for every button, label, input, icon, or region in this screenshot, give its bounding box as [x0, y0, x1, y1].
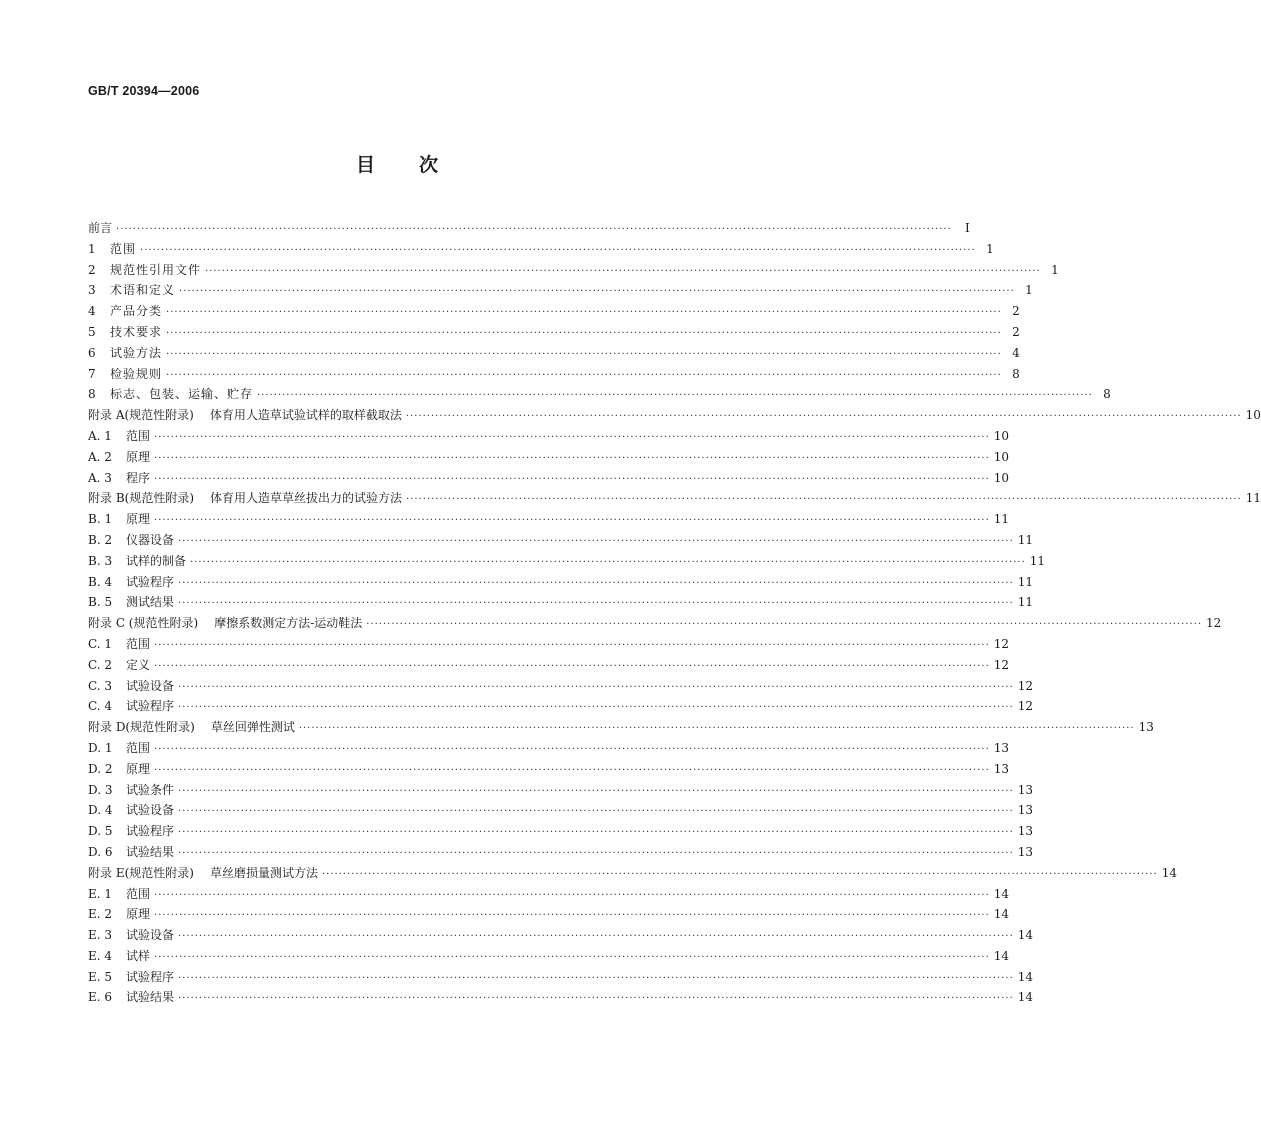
- dot-leader: ········································································································································································································: [178, 827, 1014, 839]
- toc-entry[interactable]: [88, 239, 994, 260]
- toc-entry[interactable]: [88, 821, 1034, 842]
- toc-entry-title: 试验方法: [110, 345, 163, 360]
- toc-entry[interactable]: [88, 967, 1034, 988]
- toc-entry-title: 检验规则: [110, 366, 163, 381]
- toc-entry-page: 11: [1029, 553, 1046, 568]
- dot-leader: ········································································································································································································: [179, 286, 1015, 298]
- dot-leader: ········································································································································································································: [190, 556, 1026, 568]
- dot-leader: ········································································································································································································: [154, 764, 990, 776]
- dot-leader: ········································································································································································································: [154, 639, 990, 651]
- toc-entry[interactable]: [88, 364, 1020, 385]
- toc-entry[interactable]: [88, 780, 1034, 801]
- toc-entry-title: 试验程序: [126, 824, 175, 839]
- toc-entry-number: E. 4: [88, 948, 113, 963]
- toc-entry-title: 摩擦系数测定方法-运动鞋法: [214, 616, 363, 631]
- toc-entry-number: C. 4: [88, 699, 113, 714]
- toc-entry-title: 原理: [126, 761, 151, 776]
- toc-entry-title: 体育用人造草试验试样的取样截取法: [209, 408, 402, 423]
- dot-leader: ········································································································································································································: [178, 993, 1014, 1005]
- toc-entry-page: 11: [993, 512, 1010, 527]
- toc-entry[interactable]: [88, 759, 1010, 780]
- dot-leader: ········································································································································································································: [257, 390, 1093, 402]
- toc-entry-title: 试验设备: [126, 803, 175, 818]
- toc-entry-title: 原理: [126, 907, 151, 922]
- table-of-contents: [88, 218, 1261, 1008]
- toc-entry[interactable]: [88, 946, 1010, 967]
- toc-entry-page: 12: [1017, 678, 1034, 693]
- toc-entry-number: 6: [88, 345, 96, 360]
- toc-entry-number: B. 1: [88, 512, 113, 527]
- dot-leader: ········································································································································································································: [298, 723, 1135, 735]
- toc-entry-number: 附录 C (规范性附录): [88, 616, 199, 631]
- dot-leader: ········································································································································································································: [178, 847, 1014, 859]
- toc-entry-page: 13: [993, 761, 1010, 776]
- toc-entry-page: 8: [1012, 366, 1020, 381]
- toc-entry-title: 标志、包装、运输、贮存: [110, 387, 254, 402]
- dot-leader: ········································································································································································································: [154, 951, 990, 963]
- toc-entry-number: A. 3: [88, 470, 112, 485]
- toc-entry-title: 试验结果: [126, 990, 175, 1005]
- toc-entry[interactable]: [88, 800, 1034, 821]
- toc-entry-number: A. 1: [88, 428, 112, 443]
- dot-leader: ········································································································································································································: [166, 348, 1002, 360]
- toc-entry-page: 11: [1017, 532, 1034, 547]
- toc-entry[interactable]: [88, 301, 1020, 322]
- toc-entry-title: 试样: [126, 948, 151, 963]
- toc-entry[interactable]: [88, 343, 1020, 364]
- toc-entry-page: 13: [1017, 824, 1034, 839]
- toc-entry-title: 范围: [126, 886, 151, 901]
- toc-entry-title: 仪器设备: [126, 532, 175, 547]
- toc-entry-number: C. 1: [88, 636, 113, 651]
- toc-entry-title: 试样的制备: [126, 553, 187, 568]
- toc-entry-page: 10: [993, 470, 1010, 485]
- toc-entry-number: D. 5: [88, 824, 113, 839]
- toc-entry-number: 附录 D(规范性附录): [88, 720, 195, 735]
- toc-entry-number: 3: [88, 283, 96, 298]
- toc-entry-title: 范围: [110, 241, 137, 256]
- toc-entry-number: D. 2: [88, 761, 113, 776]
- toc-entry-number: B. 5: [88, 595, 113, 610]
- toc-entry-page: 14: [1017, 990, 1034, 1005]
- toc-entry-page: 12: [993, 657, 1010, 672]
- toc-entry-number: D. 6: [88, 844, 113, 859]
- toc-entry[interactable]: [88, 738, 1010, 759]
- toc-entry-number: C. 2: [88, 657, 113, 672]
- toc-entry[interactable]: [88, 218, 970, 239]
- dot-leader: ········································································································································································································: [154, 910, 990, 922]
- toc-entry-number: 附录 E(规范性附录): [88, 865, 194, 880]
- toc-entry[interactable]: [88, 488, 1261, 509]
- toc-entry-title: 技术要求: [110, 324, 163, 339]
- toc-entry-number: 7: [88, 366, 96, 381]
- toc-entry-number: B. 4: [88, 574, 113, 589]
- toc-entry-page: 14: [993, 886, 1010, 901]
- toc-entry-title: 规范性引用文件: [110, 262, 202, 277]
- page-title: 目次: [355, 154, 482, 176]
- toc-entry[interactable]: [88, 322, 1020, 343]
- toc-entry-number: 8: [88, 387, 96, 402]
- dot-leader: ········································································································································································································: [178, 806, 1014, 818]
- dot-leader: ········································································································································································································: [205, 265, 1041, 277]
- toc-entry-title: 试验设备: [126, 678, 175, 693]
- toc-entry-number: E. 6: [88, 990, 113, 1005]
- dot-leader: ········································································································································································································: [154, 473, 990, 485]
- toc-entry-number: 5: [88, 324, 96, 339]
- toc-entry[interactable]: [88, 655, 1010, 676]
- dot-leader: ········································································································································································································: [166, 369, 1002, 381]
- toc-entry-title: 范围: [126, 428, 151, 443]
- toc-entry-page: 13: [1017, 844, 1034, 859]
- toc-entry[interactable]: [88, 592, 1034, 613]
- toc-entry-number: B. 3: [88, 553, 113, 568]
- toc-entry-page: 2: [1012, 324, 1020, 339]
- dot-leader: ········································································································································································································: [178, 577, 1014, 589]
- toc-entry[interactable]: [88, 426, 1010, 447]
- toc-entry[interactable]: [88, 925, 1034, 946]
- toc-entry-number: 4: [88, 304, 96, 319]
- toc-entry[interactable]: [88, 717, 1154, 738]
- toc-entry-title: 定义: [126, 657, 151, 672]
- toc-entry[interactable]: [88, 634, 1010, 655]
- toc-entry-page: 12: [993, 636, 1010, 651]
- toc-entry[interactable]: [88, 551, 1046, 572]
- toc-entry-number: E. 2: [88, 907, 113, 922]
- toc-entry[interactable]: [88, 572, 1034, 593]
- toc-entry-title: 草丝回弹性测试: [210, 720, 295, 735]
- dot-leader: ········································································································································································································: [166, 327, 1002, 339]
- toc-entry-page: 13: [1138, 720, 1154, 735]
- standard-code: GB/T 20394—2006: [88, 84, 200, 98]
- toc-entry-page: 1: [1025, 283, 1033, 298]
- toc-entry-number: B. 2: [88, 532, 113, 547]
- toc-entry-number: C. 3: [88, 678, 113, 693]
- toc-entry-page: 10: [993, 428, 1010, 443]
- dot-leader: ········································································································································································································: [406, 494, 1242, 506]
- dot-leader: ········································································································································································································: [405, 411, 1242, 423]
- toc-entry-page: 14: [993, 948, 1010, 963]
- toc-entry-title: 试验结果: [126, 844, 175, 859]
- toc-entry-number: D. 3: [88, 782, 113, 797]
- toc-entry-number: E. 5: [88, 969, 113, 984]
- toc-entry[interactable]: [88, 842, 1034, 863]
- toc-entry-title: 程序: [126, 470, 151, 485]
- toc-entry-page: 8: [1103, 387, 1111, 402]
- toc-entry-page: 14: [1017, 928, 1034, 943]
- toc-entry-page: 12: [1206, 616, 1222, 631]
- toc-entry-number: A. 2: [88, 449, 112, 464]
- toc-entry[interactable]: [88, 884, 1010, 905]
- toc-entry-number: 1: [88, 241, 96, 256]
- toc-entry-title: 原理: [126, 449, 151, 464]
- toc-entry-page: 14: [1161, 865, 1177, 880]
- dot-leader: ········································································································································································································: [116, 224, 952, 235]
- toc-entry-page: 14: [993, 907, 1010, 922]
- toc-entry-page: 14: [1017, 969, 1034, 984]
- toc-entry-page: 4: [1012, 345, 1020, 360]
- toc-entry-number: D. 1: [88, 740, 113, 755]
- dot-leader: ········································································································································································································: [178, 702, 1014, 714]
- dot-leader: ········································································································································································································: [178, 535, 1014, 547]
- toc-entry-title: 试验条件: [126, 782, 175, 797]
- toc-entry-page: 10: [993, 449, 1010, 464]
- dot-leader: ········································································································································································································: [178, 681, 1014, 693]
- toc-entry-page: 13: [1017, 803, 1034, 818]
- toc-entry[interactable]: [88, 280, 1033, 301]
- toc-entry[interactable]: [88, 987, 1034, 1008]
- toc-entry[interactable]: [88, 260, 1059, 281]
- toc-entry-title: 原理: [126, 512, 151, 527]
- toc-entry-title: 前言: [88, 221, 113, 235]
- toc-entry[interactable]: [88, 863, 1177, 884]
- toc-entry-number: 附录 B(规范性附录): [88, 491, 194, 506]
- toc-entry-title: 产品分类: [110, 304, 163, 319]
- toc-entry-number: D. 4: [88, 803, 113, 818]
- toc-entry-title: 测试结果: [126, 595, 175, 610]
- toc-entry-title: 体育用人造草草丝拔出力的试验方法: [210, 491, 403, 506]
- toc-entry-number: 2: [88, 262, 96, 277]
- toc-entry[interactable]: [88, 405, 1261, 426]
- toc-entry-page: 10: [1245, 408, 1261, 423]
- toc-entry[interactable]: [88, 696, 1034, 717]
- toc-entry-title: 草丝磨损量测试方法: [209, 865, 318, 880]
- toc-entry-number: E. 1: [88, 886, 113, 901]
- toc-entry[interactable]: [88, 613, 1222, 634]
- toc-entry-title: 试验程序: [126, 969, 175, 984]
- dot-leader: ········································································································································································································: [178, 931, 1014, 943]
- toc-entry-number: E. 3: [88, 928, 113, 943]
- toc-entry-page: 1: [1051, 262, 1059, 277]
- toc-entry[interactable]: [88, 468, 1010, 489]
- toc-entry[interactable]: [88, 447, 1010, 468]
- dot-leader: ········································································································································································································: [178, 972, 1014, 984]
- dot-leader: ········································································································································································································: [166, 307, 1002, 319]
- toc-entry-page: 13: [993, 740, 1010, 755]
- toc-entry-page: 12: [1017, 699, 1034, 714]
- toc-entry-page: 13: [1017, 782, 1034, 797]
- toc-entry-page: 11: [1017, 574, 1034, 589]
- toc-entry[interactable]: [88, 676, 1034, 697]
- dot-leader: ········································································································································································································: [154, 515, 990, 527]
- dot-leader: ········································································································································································································: [154, 660, 990, 672]
- toc-entry[interactable]: [88, 530, 1034, 551]
- toc-entry[interactable]: [88, 384, 1111, 405]
- dot-leader: ········································································································································································································: [321, 868, 1158, 880]
- toc-entry-page: Ⅰ: [965, 221, 970, 235]
- toc-entry[interactable]: [88, 904, 1010, 925]
- toc-entry-page: 11: [1017, 595, 1034, 610]
- toc-entry-title: 试验程序: [126, 699, 175, 714]
- toc-entry-title: 范围: [126, 740, 151, 755]
- toc-entry-page: 2: [1012, 304, 1020, 319]
- dot-leader: ········································································································································································································: [178, 598, 1014, 610]
- dot-leader: ········································································································································································································: [154, 452, 990, 464]
- toc-entry-page: 1: [986, 241, 994, 256]
- dot-leader: ········································································································································································································: [154, 889, 990, 901]
- dot-leader: ········································································································································································································: [154, 431, 990, 443]
- dot-leader: ········································································································································································································: [366, 619, 1202, 631]
- toc-entry-number: 附录 A(规范性附录): [88, 408, 194, 423]
- toc-entry[interactable]: [88, 509, 1010, 530]
- dot-leader: ········································································································································································································: [140, 244, 976, 256]
- toc-entry-title: 试验设备: [126, 928, 175, 943]
- toc-entry-title: 范围: [126, 636, 151, 651]
- toc-entry-title: 术语和定义: [110, 283, 176, 298]
- toc-entry-page: 11: [1245, 491, 1261, 506]
- dot-leader: ········································································································································································································: [178, 785, 1014, 797]
- dot-leader: ········································································································································································································: [154, 743, 990, 755]
- toc-entry-title: 试验程序: [126, 574, 175, 589]
